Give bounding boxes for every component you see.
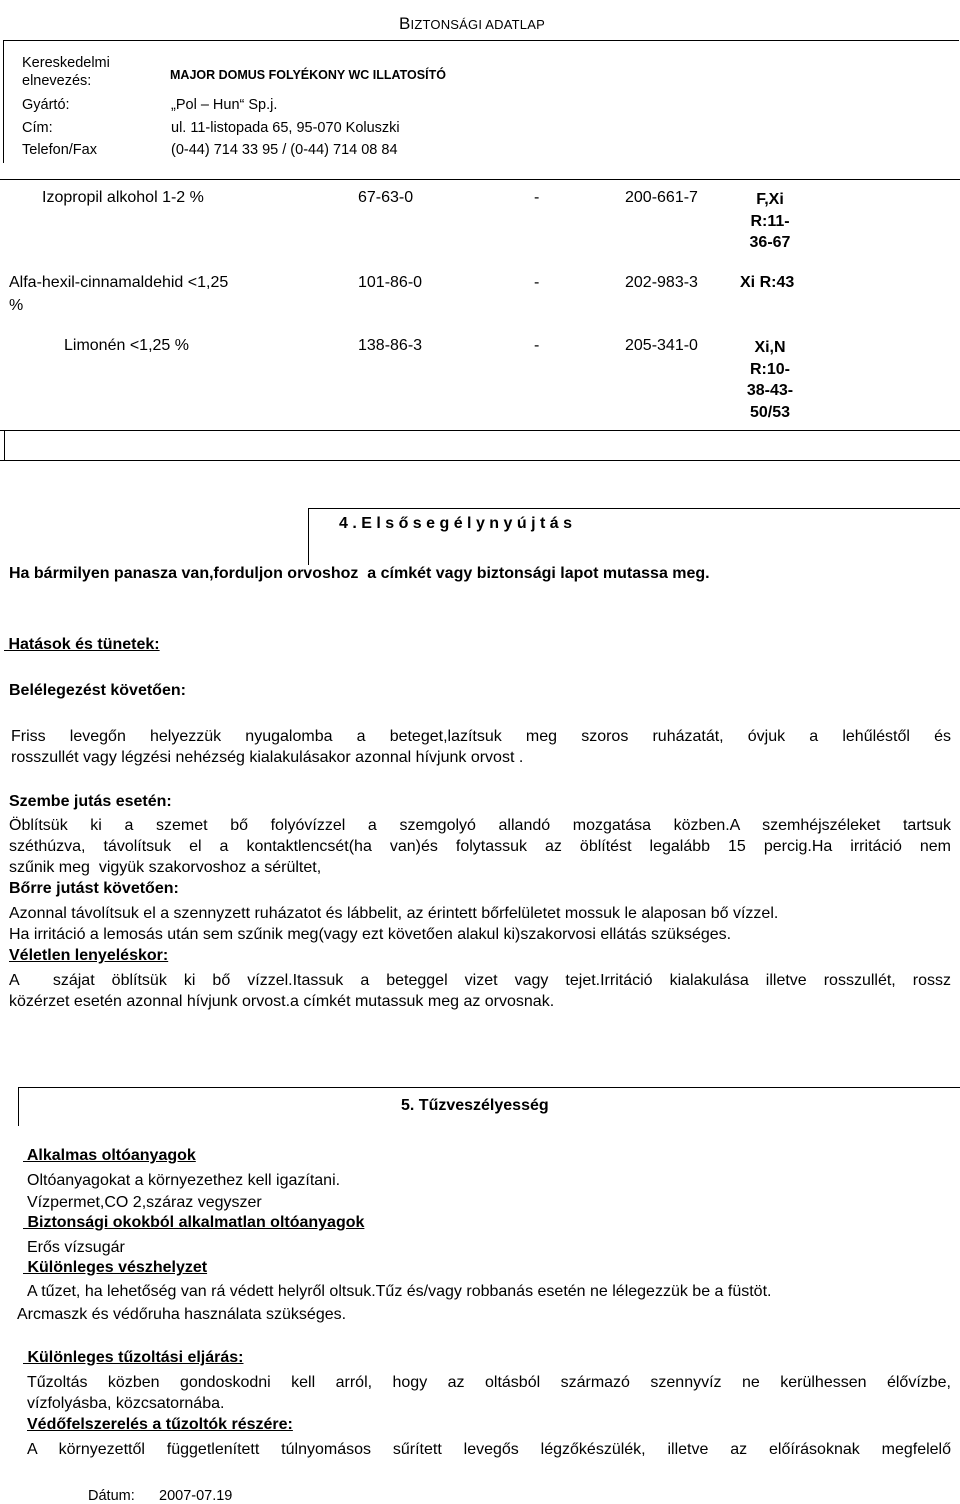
trade-name-label-line2: elnevezés: xyxy=(22,73,92,89)
address-label: Cím: xyxy=(22,120,53,136)
component-ec: 205-341-0 xyxy=(625,337,698,354)
component-classification: Xi R:43 xyxy=(740,274,795,291)
skin-heading: Bőrre jutást követően: xyxy=(9,880,179,897)
date-label: Dátum: xyxy=(88,1488,135,1504)
inhalation-heading: Belélegezést követően: xyxy=(9,682,186,699)
document-title: BIZTONSÁGI ADATLAP xyxy=(399,14,545,33)
special-heading: Különleges vészhelyzet xyxy=(23,1259,208,1276)
inhalation-text: Friss levegőn helyezzük nyugalomba a beteget,lazítsuk meg szoros ruházatát, óvjuk a lehűléstől és rosszullét vagy légzési nehézség kialakulásakor azonnal hívjunk orvost . xyxy=(11,728,951,766)
component-name-cont: % xyxy=(9,297,24,314)
protective-heading: Védőfelszerelés a tűzoltók részére: xyxy=(27,1416,293,1433)
component-dash: - xyxy=(534,337,540,354)
table-left-border xyxy=(4,430,5,460)
section5-title: 5. Tűzveszélyesség xyxy=(401,1097,549,1114)
component-cas: 101-86-0 xyxy=(358,274,423,291)
special-line: A tűzet, ha lehetőség van rá védett helyről oltsuk.Tűz és/vagy robbanás esetén ne lélegezzük be a füstöt. xyxy=(27,1283,772,1300)
media-line: Vízpermet,CO 2,száraz vegyszer xyxy=(27,1194,262,1211)
procedure-text: Tűzoltás közben gondoskodni kell arról, hogy az oltásból származó szennyvíz ne kerülhessen élővízbe, vízfolyásba, közcsatornába. xyxy=(27,1374,951,1412)
component-name: Alfa-hexil-cinnamaldehid <1,25 xyxy=(9,274,229,291)
effects-heading: Hatások és tünetek: xyxy=(4,636,160,653)
trade-name-label-line1: Kereskedelmi xyxy=(22,55,110,71)
manufacturer-value: „Pol – Hun“ Sp.j. xyxy=(171,97,278,113)
section4-intro: Ha bármilyen panasza van,forduljon orvoshoz a címkét vagy biztonsági lapot mutassa meg. xyxy=(9,565,710,582)
component-name: Izopropil alkohol 1-2 % xyxy=(42,189,204,206)
unsuitable-heading: Biztonsági okokból alkalmatlan oltóanyagok xyxy=(23,1214,365,1231)
section4-title: 4 . E l s ő s e g é l y n y ú j t á s xyxy=(339,515,572,532)
component-dash: - xyxy=(534,189,540,206)
component-ec: 202-983-3 xyxy=(625,274,698,291)
date-value: 2007-07.19 xyxy=(159,1488,233,1504)
component-name: Limonén <1,25 % xyxy=(64,337,189,354)
component-cas: 67-63-0 xyxy=(358,189,414,206)
phone-value: (0-44) 714 33 95 / (0-44) 714 08 84 xyxy=(171,142,398,158)
table-top-border xyxy=(0,179,960,180)
eye-heading: Szembe jutás esetén: xyxy=(9,793,172,810)
media-line: Oltóanyagokat a környezethez kell igazítani. xyxy=(27,1172,341,1189)
media-heading: Alkalmas oltóanyagok xyxy=(23,1147,196,1164)
component-cas: 138-86-3 xyxy=(358,337,423,354)
component-ec: 200-661-7 xyxy=(625,189,698,206)
protective-text: A környezettől függetlenített túlnyomásos sűrített levegős légzőkészülék, illetve az előírásoknak megfelelő xyxy=(27,1441,951,1458)
component-dash: - xyxy=(534,274,540,291)
manufacturer-label: Gyártó: xyxy=(22,97,70,113)
address-value: ul. 11-listopada 65, 95-070 Koluszki xyxy=(171,120,400,136)
trade-name-value: MAJOR DOMUS FOLYÉKONY WC ILLATOSÍTÓ xyxy=(170,68,446,82)
ingestion-heading: Véletlen lenyeléskor: xyxy=(9,947,169,964)
table-row-border xyxy=(0,430,960,431)
ingestion-text: A szájat öblítsük ki bő vízzel.Itassuk a beteggel vizet vagy tejet.Irritáció kialakulása illetve rosszullét, rossz közérzet esetén azonnal hívjunk orvost.a címkét mutassuk meg az orvosnak. xyxy=(9,972,951,1010)
header-box xyxy=(3,40,959,163)
table-bottom-border xyxy=(0,460,960,461)
eye-text: Öblítsük ki a szemet bő folyóvízzel a szemgolyó allandó mozgatása közben.A szemhéjszéleket tartsuk széthúzva, távolítsuk el a kontaktlencsét(ha van)és folytassuk az öblítést legalább 15 percig.Ha irritáció nem szűnik meg vigyük szakorvoshoz a sérültet, xyxy=(9,817,951,876)
special-line: Arcmaszk és védőruha használata szükséges. xyxy=(17,1306,347,1323)
component-classification: Xi,N R:10- 38-43- 50/53 xyxy=(746,339,794,421)
procedure-heading: Különleges tűzoltási eljárás: xyxy=(23,1349,244,1366)
phone-label: Telefon/Fax xyxy=(22,142,97,158)
unsuitable-line: Erős vízsugár xyxy=(27,1239,125,1256)
component-classification: F,Xi R:11- 36-67 xyxy=(749,191,791,251)
skin-text: Azonnal távolítsuk el a szennyzett ruházatot és lábbelit, az érintett bőrfelületet mossuk le alaposan bő vízzel. Ha irritáció a lemosás után sem szűnik meg(vagy ezt követően alakul ki)szakorvosi ellátás szükséges. xyxy=(9,905,779,943)
